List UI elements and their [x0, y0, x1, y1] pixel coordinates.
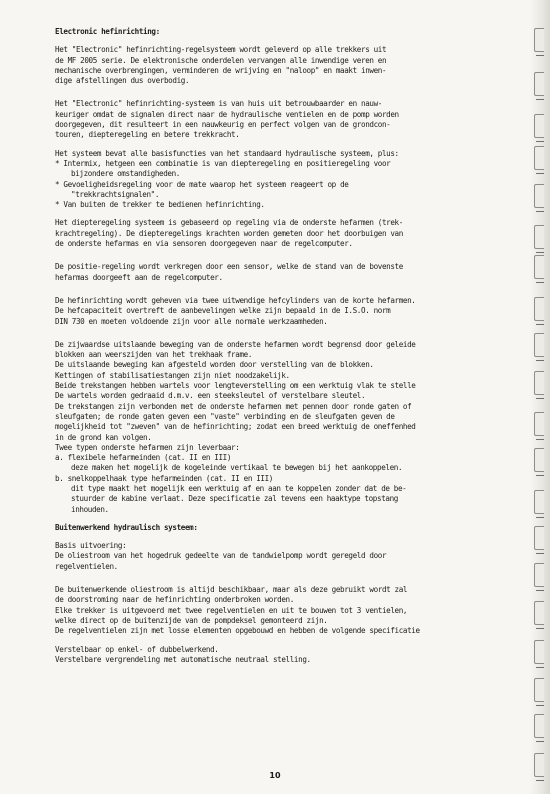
bullet-marker: *	[55, 200, 60, 210]
text-line: Het systeem bevat alle basisfuncties van het standaard hydraulische systeem, plus:	[55, 148, 399, 158]
binder-hole-icon	[534, 412, 544, 436]
text-line: mogelijkheid tot "zweven" van de hefinrichting; zodat een breed werktuig de oneffenhed	[55, 422, 416, 432]
text-line: De buitenwerkende oliestroom is altijd beschikbaar, maar als deze gebruikt wordt zal	[55, 585, 408, 595]
text-line: Het "Electronic" hefinrichting-systeem is van huis uit betrouwbaarder en nauw-	[55, 99, 382, 109]
text-line: De uitslaande beweging kan afgesteld worden door verstelling van de blokken.	[55, 360, 374, 370]
binder-hole-icon	[534, 255, 544, 279]
page-number: 10	[269, 771, 281, 780]
text-line: de doorstroming naar de hefinrichting onderbroken worden.	[55, 595, 294, 605]
binder-hole-icon	[534, 640, 544, 664]
paragraph-specification	[55, 645, 523, 666]
text-line: De wartels worden gedraaid d.m.v. een steeksleutel of verstelbare sleutel.	[55, 391, 366, 401]
option-label: b. snelkoppelhaak type hefarmeinden (cat. II en III)	[55, 473, 273, 483]
bullet-text: "trekkrachtsignalen".	[71, 189, 160, 199]
paragraph-intro	[55, 45, 523, 86]
text-line: dige afstellingen dus overbodig.	[55, 76, 190, 86]
option-item	[55, 474, 523, 515]
paragraph-position-control	[55, 262, 523, 283]
binder-hole-icon	[534, 448, 544, 472]
option-item	[55, 453, 523, 474]
paragraph-lift-capacity	[55, 296, 523, 327]
binder-hole-icon	[534, 678, 544, 702]
text-line: hefarmas doorgeeft aan de regelcomputer.	[55, 272, 223, 282]
text-line: Verstelbare vergrendeling met automatische neutraal stelling.	[55, 654, 311, 664]
bullet-item	[55, 159, 523, 180]
binder-hole-icon	[534, 184, 544, 208]
paragraph-oil-flow	[55, 585, 523, 636]
bullet-text: Intermix, hetgeen een combinatie is van diepteregeling en positieregeling voor	[63, 158, 391, 168]
binder-hole-icon	[534, 601, 544, 625]
text-line: DIN 730 en moeten voldoende zijn voor alle normale werkzaamheden.	[55, 316, 328, 326]
binder-hole-icon	[534, 490, 544, 514]
option-text: stuurder de kabine verlaat. Deze specificatie zal tevens een haaktype topstang	[71, 494, 398, 504]
paragraph-basic-version	[55, 541, 523, 572]
text-line: Het "Electronic" hefinrichting-regelsysteem wordt geleverd op alle trekkers uit	[55, 45, 387, 55]
bullet-marker: *	[55, 158, 60, 168]
binder-hole-icon	[534, 297, 544, 321]
text-line: De trekstangen zijn verbonden met de onderste hefarmen met pennen door ronde gaten of	[55, 401, 412, 411]
paragraph-lower-links	[55, 340, 523, 515]
text-line: welke direct op de buitenzijde van de pompdeksel gemonteerd zijn.	[55, 615, 328, 625]
binder-hole-icon	[534, 371, 544, 395]
text-line: Elke trekker is uitgevoerd met twee regelventielen en uit te bouwen tot 3 ventielen,	[55, 605, 408, 615]
text-line: in de grond kan volgen.	[55, 432, 152, 442]
text-line: Verstelbaar op enkel- of dubbelwerkend.	[55, 644, 219, 654]
option-label: a. flexibele hefarmeinden (cat. II en III)	[55, 453, 232, 463]
section-heading-external-hydraulics: Buitenwerkend hydraulisch systeem:	[55, 522, 198, 532]
bullet-text: bijzondere omstandigheden.	[71, 169, 180, 179]
bullet-text: Gevoeligheidsregeling voor de mate waarop het systeem reageert op de	[63, 179, 349, 189]
text-line: doorgegeven, dit resulteert in een nauwkeurig en perfect volgen van de grondcon-	[55, 120, 391, 130]
text-line: blokken aan weerszijden van het trekhaak frame.	[55, 350, 253, 360]
text-line: Beide trekstangen hebben wartels voor lengteverstelling om een werktuig vlak te stelle	[55, 381, 416, 391]
binder-hole-icon	[534, 714, 544, 738]
text-line: De oliestroom van het hogedruk gedeelte van de tandwielpomp wordt geregeld door	[55, 551, 387, 561]
section-heading-electronic: Electronic hefinrichting:	[55, 27, 160, 36]
binder-hole-icon	[534, 28, 544, 52]
text-line: De regelventielen zijn met losse elementen opgebouwd en hebben de volgende specificatie	[55, 626, 420, 636]
binder-hole-icon	[534, 72, 544, 96]
text-line: De positie-regeling wordt verkregen door een sensor, welke de stand van de bovenste	[55, 262, 403, 272]
binder-edge	[530, 0, 550, 794]
text-line: de MF 2005 serie. De elektronische onderdelen vervangen alle inwendige veren en	[55, 55, 387, 65]
bullet-item	[55, 180, 523, 201]
binder-hole-icon	[534, 225, 544, 249]
text-line: De zijwaardse uitslaande beweging van de onderste hefarmen wordt begrensd door geleide	[55, 339, 416, 349]
binder-hole-icon	[534, 563, 544, 587]
binder-hole-icon	[534, 114, 544, 138]
text-line: keuriger omdat de signalen direct naar de hydraulische ventielen en de pomp worden	[55, 109, 399, 119]
text-line: Kettingen of stabilisatiestangen zijn niet noodzakelijk.	[55, 370, 290, 380]
bullet-marker: *	[55, 179, 60, 189]
binder-hole-icon	[534, 753, 544, 777]
option-text: inhouden.	[71, 504, 109, 514]
paragraph-basic-functions	[55, 149, 523, 211]
text-line: regelventielen.	[55, 561, 118, 571]
binder-hole-icon	[534, 146, 544, 170]
text-line: Twee typen onderste hefarmen zijn leverbaar:	[55, 442, 240, 452]
text-line: sleufgaten; de ronde gaten geven een "vaste" verbinding en de sleufgaten geven de	[55, 411, 395, 421]
binder-hole-icon	[534, 333, 544, 357]
text-line: krachtregeling). De diepteregelings krachten worden gemeten door het doorbuigen van	[55, 228, 403, 238]
page-body	[55, 27, 523, 665]
paragraph-depth-control	[55, 218, 523, 249]
text-line: De hefinrichting wordt geheven via twee uitwendige hefcylinders van de korte hefarmen.	[55, 295, 416, 305]
paragraph-reliability	[55, 99, 523, 140]
text-line: Basis uitvoering:	[55, 541, 127, 551]
text-line: touren, diepteregeling en betere trekkracht.	[55, 130, 240, 140]
binder-hole-icon	[534, 526, 544, 550]
option-text: deze maken het mogelijk de kogeleinde vertikaal te bewegen bij het aankoppelen.	[71, 463, 403, 473]
text-line: Het diepteregeling systeem is gebaseerd op regeling via de onderste hefarmen (trek-	[55, 218, 403, 228]
bullet-text: Van buiten de trekker te bedienen hefinrichting.	[63, 200, 265, 210]
bullet-item	[55, 200, 523, 210]
text-line: De hefcapaciteit overtreft de aanbevelingen welke zijn bepaald in de I.S.O. norm	[55, 306, 391, 316]
text-line: de onderste hefarmas en via sensoren doorgegeven naar de regelcomputer.	[55, 239, 353, 249]
text-line: mechanische overbrengingen, verminderen de wrijving en "naloop" en maakt inwen-	[55, 65, 387, 75]
option-text: dit type maakt het mogelijk een werktuig af en aan te koppelen zonder dat de be-	[71, 483, 407, 493]
